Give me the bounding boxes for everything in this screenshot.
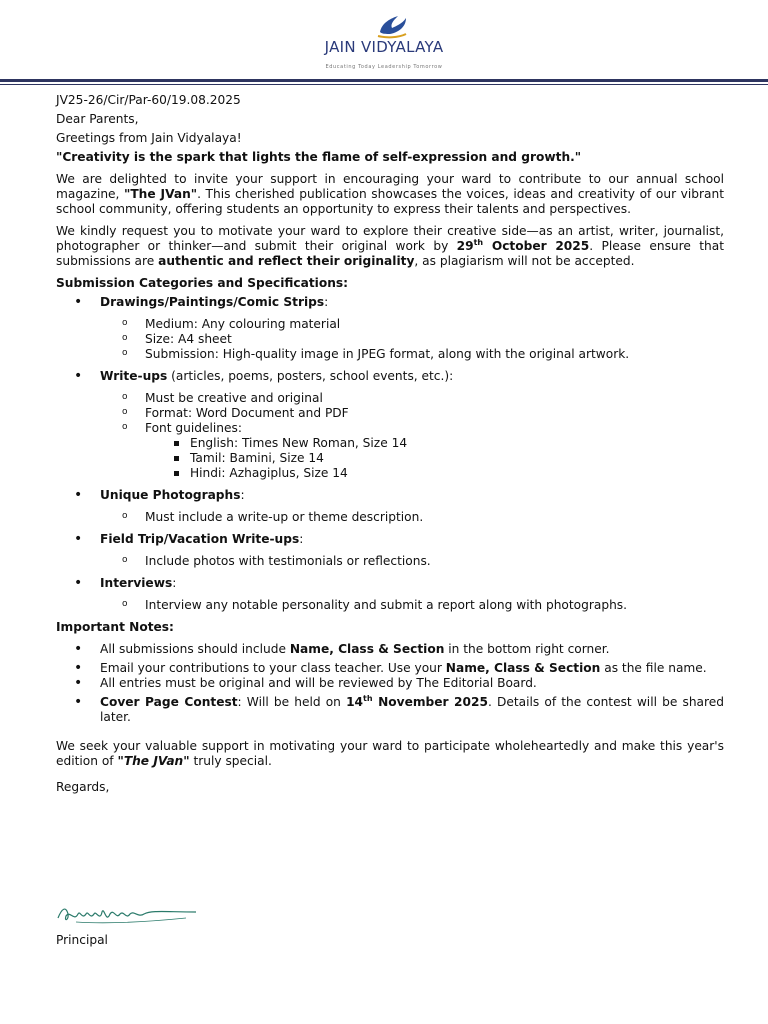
font-guideline-item: Tamil: Bamini, Size 14 [56,451,724,466]
quote: "Creativity is the spark that lights the flame of self-expression and growth." [56,150,582,164]
regards: Regards, [56,780,110,794]
school-tagline: Educating Today Leadership Tomorrow [325,64,443,70]
school-name: JAIN VIDYALAYA [324,38,444,56]
spec-item: o Font guidelines: [56,421,724,436]
salutation: Dear Parents, [56,112,139,126]
spec-item: o Must include a write-up or theme description. [56,510,724,525]
spec-item: o Include photos with testimonials or reflections. [56,554,724,569]
greeting: Greetings from Jain Vidyalaya! [56,131,242,145]
letter-body [56,93,724,795]
note-item: • Cover Page Contest: Will be held on 14th November 2025. Details of the contest will be shared later. [56,695,724,725]
signatory-title: Principal [56,933,108,947]
intro-paragraph: We are delighted to invite your support in encouraging your ward to contribute to our annual school magazine, "The JVan". This cherished publication showcases the voices, ideas and creativity of our vibrant school community, offering students an opportunity to express their talents and perspectives. [56,172,724,216]
spec-item: o Medium: Any colouring material [56,317,724,332]
category-item: • Unique Photographs: [56,488,724,503]
spec-item: o Interview any notable personality and submit a report along with photographs. [56,598,724,613]
spec-item: o Submission: High-quality image in JPEG format, along with the original artwork. [56,347,724,362]
categories-heading: Submission Categories and Specifications: [56,276,349,290]
deadline-date: 29th October 2025 [456,237,590,253]
font-guideline-item: Hindi: Azhagiplus, Size 14 [56,466,724,481]
category-item: • Field Trip/Vacation Write-ups: [56,532,724,547]
circular-reference: JV25-26/Cir/Par-60/19.08.2025 [56,93,241,107]
originality-emphasis: authentic and reflect their originality [158,254,415,268]
header-rule [0,79,768,82]
request-paragraph: We kindly request you to motivate your ward to explore their creative side—as an artist, writer, journalist, photographer or thinker—and submit their original work by 29th October 2025. Please ensure that submissions are authentic and reflect their originality, as plagiarism will not be accepted. [56,224,724,268]
spec-item: o Must be creative and original [56,391,724,406]
category-item: • Write-ups (articles, poems, posters, school events, etc.): [56,369,724,384]
note-item: • Email your contributions to your class teacher. Use your Name, Class & Section as the file name. [56,661,724,676]
magazine-name: "The JVan" [124,187,198,201]
header-rule-thin [0,84,768,85]
letterhead [0,0,768,90]
principal-signature [56,900,206,930]
category-item: • Drawings/Paintings/Comic Strips: [56,295,724,310]
font-guideline-item: English: Times New Roman, Size 14 [56,436,724,451]
spec-item: o Format: Word Document and PDF [56,406,724,421]
category-item: • Interviews: [56,576,724,591]
notes-heading: Important Notes: [56,620,174,634]
closing-paragraph: We seek your valuable support in motivating your ward to participate wholeheartedly and make this year's edition of "The JVan" truly special. [56,739,724,768]
spec-item: o Size: A4 sheet [56,332,724,347]
note-item: • All submissions should include Name, Class & Section in the bottom right corner. [56,642,724,657]
note-item: • All entries must be original and will be reviewed by The Editorial Board. [56,676,724,691]
magazine-name: "The JVan" [117,754,190,768]
